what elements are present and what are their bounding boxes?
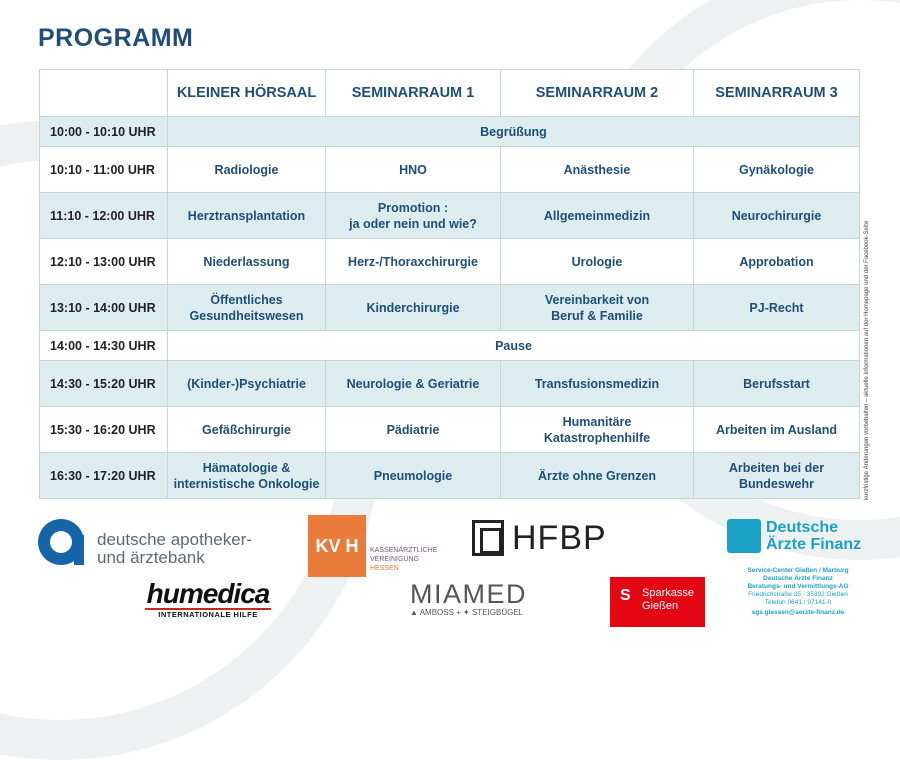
time-slot: 14:00 - 14:30 UHR bbox=[40, 331, 168, 361]
session-cell: Transfusionsmedizin bbox=[501, 361, 694, 407]
table-row bbox=[40, 331, 860, 361]
time-slot: 15:30 - 16:20 UHR bbox=[40, 407, 168, 453]
table-row bbox=[40, 285, 860, 331]
sparkasse-line2: Gießen bbox=[642, 600, 679, 612]
session-cell: Hämatologie & internistische Onkologie bbox=[168, 453, 326, 499]
session-cell: Radiologie bbox=[168, 147, 326, 193]
header-kleiner-hoersaal: KLEINER HÖRSAAL bbox=[168, 70, 326, 117]
table-row bbox=[40, 117, 860, 147]
daf-info-line: sgs.giessen@aerzte-finanz.de bbox=[751, 609, 845, 616]
kvh-name bbox=[370, 546, 437, 573]
header-seminarraum-2: SEMINARRAUM 2 bbox=[501, 70, 694, 117]
time-slot: 16:30 - 17:20 UHR bbox=[40, 453, 168, 499]
time-slot: 13:10 - 14:00 UHR bbox=[40, 285, 168, 331]
daf-info-line: Deutsche Ärzte Finanz bbox=[763, 575, 833, 582]
time-slot: 10:00 - 10:10 UHR bbox=[40, 117, 168, 147]
time-slot: 14:30 - 15:20 UHR bbox=[40, 361, 168, 407]
apobank-icon-stem bbox=[74, 535, 84, 565]
sparkasse-line1: Sparkasse bbox=[642, 587, 694, 599]
daf-icon bbox=[727, 519, 761, 553]
side-note: kurzfristige Änderungen vorbehalten – aktuelle Informationen auf der Homepage und der Facebook-Seite bbox=[864, 220, 870, 500]
header-seminarraum-1: SEMINARRAUM 1 bbox=[326, 70, 501, 117]
kvh-line3: HESSEN bbox=[370, 565, 399, 572]
daf-info-line: Telefon 0641 / 97141-0 bbox=[764, 599, 832, 606]
session-cell: Öffentliches Gesundheitswesen bbox=[168, 285, 326, 331]
miamed-sub: ▲ AMBOSS + ✦ STEIGBÜGEL bbox=[410, 608, 524, 617]
apobank-name-line1: deutsche apotheker- bbox=[97, 530, 252, 549]
session-cell: Arbeiten im Ausland bbox=[694, 407, 860, 453]
session-cell: Allgemeinmedizin bbox=[501, 193, 694, 239]
daf-info-line: Friedrichstraße 35 · 35392 Gießen bbox=[748, 591, 848, 598]
daf-name bbox=[766, 519, 861, 553]
session-cell: Kinderchirurgie bbox=[326, 285, 501, 331]
session-cell: Vereinbarkeit von Beruf & Familie bbox=[501, 285, 694, 331]
session-cell: Promotion : ja oder nein und wie? bbox=[326, 193, 501, 239]
kvh-logo-icon: KV H bbox=[308, 515, 366, 577]
hfbp-icon bbox=[472, 520, 504, 556]
miamed-name: MIAMED bbox=[410, 579, 527, 609]
sparkasse-icon: S bbox=[620, 587, 631, 604]
session-cell: Herz-/Thoraxchirurgie bbox=[326, 239, 501, 285]
session-cell: Gynäkologie bbox=[694, 147, 860, 193]
table-row bbox=[40, 361, 860, 407]
header-row bbox=[40, 70, 860, 117]
session-cell: PJ-Recht bbox=[694, 285, 860, 331]
session-cell: Pädiatrie bbox=[326, 407, 501, 453]
time-slot: 10:10 - 11:00 UHR bbox=[40, 147, 168, 193]
session-welcome: Begrüßung bbox=[168, 117, 860, 147]
daf-line1: Deutsche bbox=[766, 519, 839, 536]
table-row bbox=[40, 147, 860, 193]
table-row bbox=[40, 193, 860, 239]
session-cell: Urologie bbox=[501, 239, 694, 285]
session-cell: Herztransplantation bbox=[168, 193, 326, 239]
sparkasse-logo bbox=[610, 577, 705, 627]
table-row bbox=[40, 407, 860, 453]
session-cell: Gefäßchirurgie bbox=[168, 407, 326, 453]
program-table bbox=[39, 69, 860, 499]
session-cell: Berufsstart bbox=[694, 361, 860, 407]
header-seminarraum-3: SEMINARRAUM 3 bbox=[694, 70, 860, 117]
daf-info-line: Beratungs- und Vermittlungs-AG bbox=[747, 583, 849, 590]
time-slot: 12:10 - 13:00 UHR bbox=[40, 239, 168, 285]
apobank-name bbox=[97, 531, 252, 567]
session-cell: Pneumologie bbox=[326, 453, 501, 499]
table-row bbox=[40, 239, 860, 285]
session-pause: Pause bbox=[168, 331, 860, 361]
header-time bbox=[40, 70, 168, 117]
sponsor-logos bbox=[0, 505, 900, 638]
session-cell: Neurochirurgie bbox=[694, 193, 860, 239]
session-cell: Arbeiten bei der Bundeswehr bbox=[694, 453, 860, 499]
session-cell: Approbation bbox=[694, 239, 860, 285]
session-cell: Ärzte ohne Grenzen bbox=[501, 453, 694, 499]
session-cell: Neurologie & Geriatrie bbox=[326, 361, 501, 407]
session-cell: HNO bbox=[326, 147, 501, 193]
time-slot: 11:10 - 12:00 UHR bbox=[40, 193, 168, 239]
miamed-logo bbox=[410, 580, 527, 617]
hfbp-logo-text: HFBP bbox=[512, 519, 607, 557]
kvh-line2: VEREINIGUNG bbox=[370, 556, 420, 563]
kvh-line1: KASSENÄRZTLICHE bbox=[370, 547, 438, 554]
apobank-name-line2: und ärztebank bbox=[97, 548, 205, 567]
humedica-logo bbox=[145, 580, 271, 619]
session-cell: Anästhesie bbox=[501, 147, 694, 193]
session-cell: Humanitäre Katastrophenhilfe bbox=[501, 407, 694, 453]
page-title: PROGRAMM bbox=[38, 24, 194, 52]
table-row bbox=[40, 453, 860, 499]
daf-line2: Ärzte Finanz bbox=[766, 536, 862, 553]
humedica-name: humedica bbox=[146, 578, 270, 609]
daf-contact-info bbox=[728, 567, 868, 617]
daf-info-line: Service-Center Gießen / Marburg bbox=[747, 567, 849, 574]
apobank-logo bbox=[0, 505, 300, 575]
session-cell: Niederlassung bbox=[168, 239, 326, 285]
session-cell: (Kinder-)Psychiatrie bbox=[168, 361, 326, 407]
humedica-sub: INTERNATIONALE HILFE bbox=[145, 608, 271, 619]
